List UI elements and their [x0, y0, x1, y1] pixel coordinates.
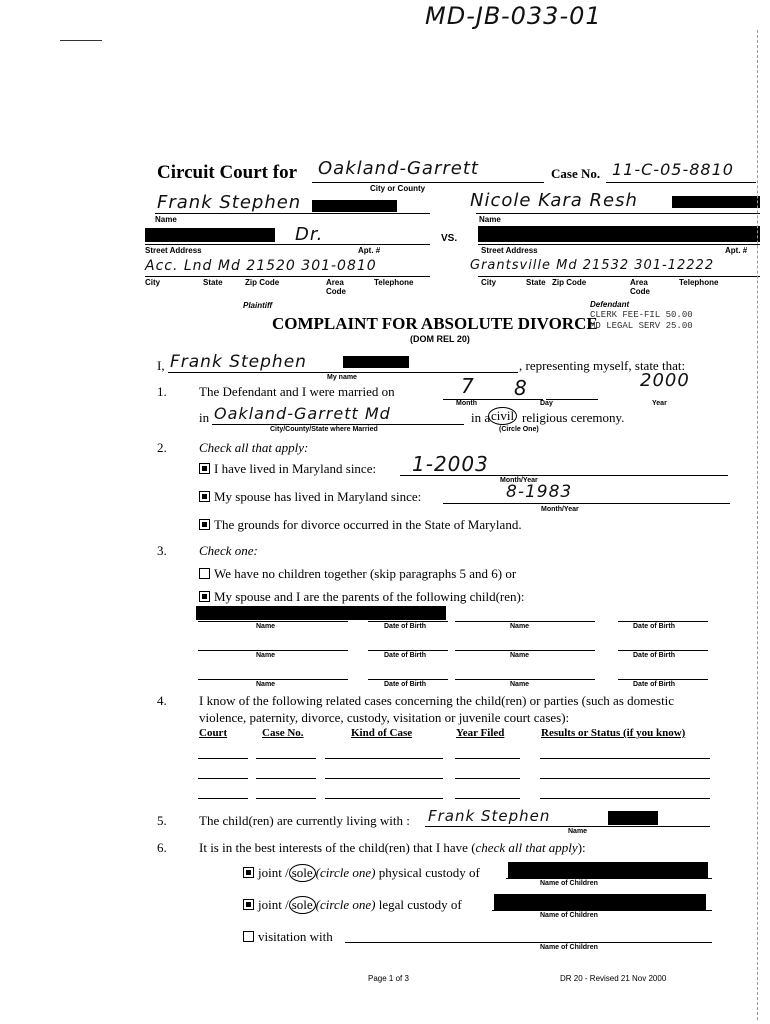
page-number: Page 1 of 3: [368, 974, 409, 983]
form-subtitle: (DOM REL 20): [410, 334, 470, 344]
child-dob-label: Date of Birth: [384, 623, 426, 630]
children-name-label: Name of Children: [540, 880, 598, 887]
zip-label: Zip Code: [552, 278, 587, 287]
check-all-instruction: Check all that apply:: [199, 440, 309, 455]
city-label: City: [145, 278, 161, 287]
plaintiff-city-line: Acc. Lnd Md 21520 301-0810: [145, 258, 377, 274]
living-with-text: The child(ren) are currently living with :: [199, 813, 410, 828]
legal-custody-checkbox[interactable]: [243, 899, 254, 910]
defendant-label: Defendant: [590, 300, 630, 309]
living-with-value: Frank Stephen: [428, 807, 551, 825]
court-label: Circuit Court for: [157, 162, 298, 183]
col-case-no: Case No.: [262, 727, 304, 739]
defendant-city-line: Grantsville Md 21532 301-12222: [470, 258, 715, 273]
margin-mark: [60, 40, 102, 41]
state-label: State: [203, 278, 223, 287]
child-name-label: Name: [256, 623, 276, 630]
married-on-text: The Defendant and I were married on: [199, 384, 395, 399]
child-dob-label: Date of Birth: [384, 681, 426, 688]
married-day: 8: [514, 376, 528, 400]
grounds-text: The grounds for divorce occurred in the State of Maryland.: [214, 517, 522, 532]
day-label: Day: [540, 400, 553, 407]
area-code-label: Area Code: [326, 278, 346, 296]
visitation-row: visitation with: [243, 929, 333, 945]
redaction: [494, 894, 706, 910]
child-dob-label: Date of Birth: [384, 652, 426, 659]
visitation-checkbox[interactable]: [243, 931, 254, 942]
my-name-label: My name: [327, 374, 357, 381]
child-name-label: Name: [256, 681, 276, 688]
legal-custody-row: joint / sole (circle one) legal custody of: [243, 896, 462, 914]
page-title: COMPLAINT FOR ABSOLUTE DIVORCE: [272, 314, 598, 333]
intro-name: Frank Stephen: [170, 352, 307, 372]
religious-option: religious ceremony.: [522, 410, 625, 425]
children-checkbox[interactable]: [199, 591, 210, 602]
best-interests-text: It is in the best interests of the child(ren) that I have (check all that apply):: [199, 840, 586, 855]
child-name-label: Name: [256, 652, 276, 659]
civil-option: civil: [488, 407, 517, 425]
child-dob-label: Date of Birth: [633, 623, 675, 630]
intro-suffix: , representing myself, state that:: [519, 358, 686, 373]
children-row: [199, 589, 524, 605]
child-name-label: Name: [510, 652, 530, 659]
lived-in-md-checkbox[interactable]: [199, 463, 210, 474]
physical-custody-checkbox[interactable]: [243, 867, 254, 878]
year-label: Year: [652, 400, 667, 407]
spouse-lived-text: My spouse has lived in Maryland since:: [214, 489, 422, 504]
area-code-label: Area Code: [630, 278, 650, 296]
child-dob-label: Date of Birth: [633, 652, 675, 659]
name-label: Name: [479, 215, 501, 224]
in-label: in: [199, 410, 210, 425]
child-name-label: Name: [510, 623, 530, 630]
item-number: 2.: [157, 440, 167, 455]
item-number: 3.: [157, 543, 167, 558]
item-number: 5.: [157, 813, 167, 828]
redaction: [145, 228, 275, 242]
redaction: [672, 196, 760, 208]
month-year-label: Month/Year: [500, 477, 538, 484]
no-children-row: [199, 566, 516, 582]
grounds-checkbox[interactable]: [199, 519, 210, 530]
redaction: [478, 226, 760, 242]
street-label: Street Address: [481, 246, 538, 255]
check-one-instruction: Check one:: [199, 543, 258, 558]
in-a-label: in a: [471, 410, 491, 425]
redaction: [508, 862, 708, 878]
month-label: Month: [456, 400, 477, 407]
redaction: [343, 356, 409, 368]
item-number: 4.: [157, 693, 167, 708]
children-text: My spouse and I are the parents of the following child(ren):: [214, 589, 525, 604]
form-revision: DR 20 - Revised 21 Nov 2000: [560, 974, 667, 983]
redaction: [608, 811, 658, 825]
no-children-checkbox[interactable]: [199, 568, 210, 579]
page-edge: [757, 30, 758, 1020]
lived-in-md-value: 1-2003: [412, 452, 489, 476]
plaintiff-street: Dr.: [295, 224, 324, 245]
spouse-lived-checkbox[interactable]: [199, 491, 210, 502]
case-no-value: 11-C-05-8810: [612, 160, 734, 179]
city-label: City: [481, 278, 497, 287]
month-year-label: Month/Year: [541, 506, 579, 513]
redaction: [196, 606, 446, 620]
intro-prefix: I,: [157, 358, 165, 373]
defendant-name: Nicole Kara Resh: [470, 190, 638, 211]
vs-label: VS.: [441, 233, 458, 244]
grounds-row: [199, 517, 522, 533]
physical-custody-row: joint / sole (circle one) physical custody of: [243, 864, 480, 882]
circle-one-label: (Circle One): [499, 426, 539, 433]
item-number: 6.: [157, 840, 167, 855]
lived-in-md-row: [199, 461, 376, 477]
plaintiff-label: Plaintiff: [243, 301, 273, 310]
zip-label: Zip Code: [245, 278, 280, 287]
col-court: Court: [199, 727, 228, 739]
name-label: Name: [155, 215, 177, 224]
children-name-label: Name of Children: [540, 944, 598, 951]
related-cases-text-1: I know of the following related cases concerning the child(ren) or parties (such as domestic: [199, 693, 675, 708]
married-year: 2000: [640, 370, 690, 391]
col-year: Year Filed: [456, 727, 505, 739]
children-name-label: Name of Children: [540, 912, 598, 919]
redaction: [312, 200, 397, 212]
apt-label: Apt. #: [725, 246, 748, 255]
related-cases-text-2: violence, paternity, divorce, custody, visitation or juvenile court cases):: [199, 710, 570, 725]
spouse-lived-row: [199, 489, 421, 505]
court-value: Oakland-Garrett: [318, 158, 479, 179]
name-label: Name: [568, 828, 588, 835]
street-label: Street Address: [145, 246, 202, 255]
item-number: 1.: [157, 384, 167, 399]
child-name-label: Name: [510, 681, 530, 688]
child-dob-label: Date of Birth: [633, 681, 675, 688]
telephone-label: Telephone: [679, 278, 719, 287]
col-kind: Kind of Case: [351, 727, 413, 739]
plaintiff-name: Frank Stephen: [157, 192, 302, 213]
place-label: City/County/State where Married: [270, 426, 378, 433]
case-no-label: Case No.: [551, 166, 601, 181]
lived-in-md-text: I have lived in Maryland since:: [214, 461, 377, 476]
marriage-place: Oakland-Garrett Md: [214, 404, 391, 423]
col-results: Results or Status (if you know): [541, 727, 686, 739]
married-month: 7: [461, 374, 475, 398]
no-children-text: We have no children together (skip paragraphs 5 and 6) or: [214, 566, 517, 581]
spouse-lived-value: 8-1983: [506, 482, 573, 502]
apt-label: Apt. #: [358, 246, 381, 255]
city-county-label: City or County: [370, 184, 426, 193]
telephone-label: Telephone: [374, 278, 414, 287]
state-label: State: [526, 278, 546, 287]
document-id: MD-JB-033-01: [425, 2, 602, 30]
clerk-stamp: CLERK FEE-FIL 50.00 MD LEGAL SERV 25.00: [590, 310, 693, 331]
